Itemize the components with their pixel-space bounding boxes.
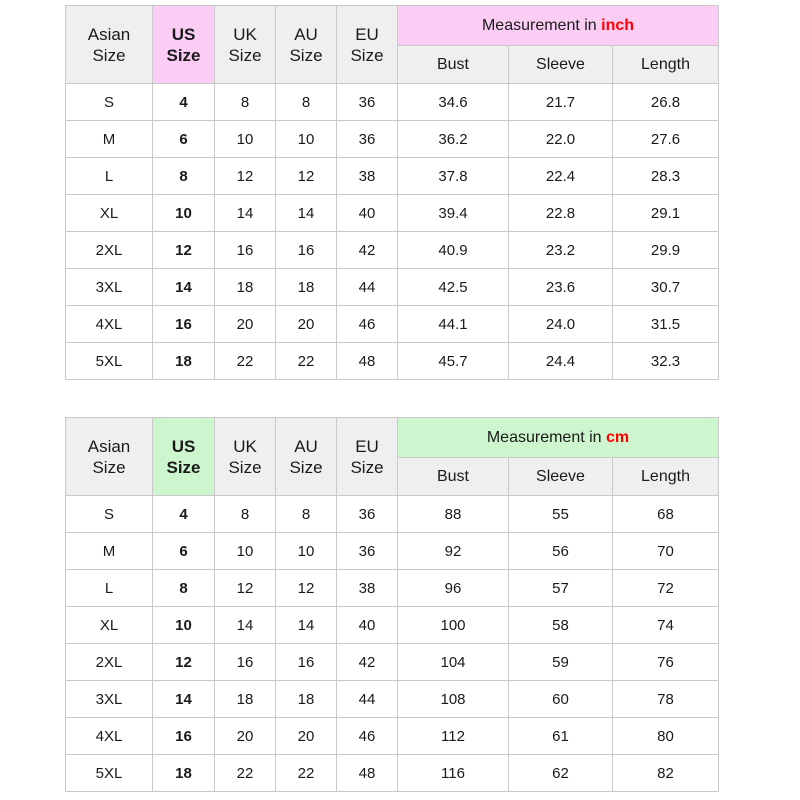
cell-sleeve: 59 bbox=[509, 644, 613, 681]
header-line: UK bbox=[233, 436, 257, 456]
header-line: AU bbox=[294, 436, 318, 456]
table-row bbox=[66, 607, 719, 644]
cell-asian-size: XL bbox=[66, 195, 153, 232]
cell-asian-size: 2XL bbox=[66, 232, 153, 269]
cell-asian-size: L bbox=[66, 570, 153, 607]
cell-sleeve: 24.0 bbox=[509, 306, 613, 343]
header-row bbox=[66, 6, 719, 46]
cell-eu-size: 38 bbox=[337, 570, 398, 607]
table-row bbox=[66, 343, 719, 380]
cell-us-size: 12 bbox=[153, 644, 215, 681]
cell-eu-size: 40 bbox=[337, 195, 398, 232]
cell-us-size: 10 bbox=[153, 607, 215, 644]
cell-au-size: 12 bbox=[276, 570, 337, 607]
cell-sleeve: 23.6 bbox=[509, 269, 613, 306]
measurement-banner-cm bbox=[398, 418, 719, 458]
table-row bbox=[66, 570, 719, 607]
header-row bbox=[66, 418, 719, 458]
cell-length: 80 bbox=[613, 718, 719, 755]
cell-asian-size: 5XL bbox=[66, 343, 153, 380]
cell-sleeve: 21.7 bbox=[509, 84, 613, 121]
cell-uk-size: 12 bbox=[215, 570, 276, 607]
unit-label: cm bbox=[606, 429, 630, 446]
cell-length: 31.5 bbox=[613, 306, 719, 343]
cell-eu-size: 46 bbox=[337, 718, 398, 755]
measurement-prefix: Measurement in bbox=[486, 429, 602, 446]
cell-sleeve: 58 bbox=[509, 607, 613, 644]
cell-uk-size: 18 bbox=[215, 681, 276, 718]
cell-eu-size: 36 bbox=[337, 533, 398, 570]
header-line: Size bbox=[350, 457, 384, 477]
cell-bust: 104 bbox=[398, 644, 509, 681]
header-line: US bbox=[171, 436, 196, 456]
table-row bbox=[66, 121, 719, 158]
cell-asian-size: XL bbox=[66, 607, 153, 644]
cell-asian-size: M bbox=[66, 121, 153, 158]
cell-au-size: 22 bbox=[276, 343, 337, 380]
cell-bust: 92 bbox=[398, 533, 509, 570]
cell-uk-size: 20 bbox=[215, 306, 276, 343]
cell-eu-size: 36 bbox=[337, 121, 398, 158]
header-line: EU bbox=[355, 436, 379, 456]
header-line: Size bbox=[92, 45, 126, 65]
cell-au-size: 22 bbox=[276, 755, 337, 792]
table-row bbox=[66, 306, 719, 343]
cell-uk-size: 16 bbox=[215, 644, 276, 681]
cell-au-size: 20 bbox=[276, 306, 337, 343]
cell-au-size: 14 bbox=[276, 607, 337, 644]
cell-asian-size: 3XL bbox=[66, 681, 153, 718]
size-chart-cm bbox=[65, 417, 719, 792]
table-row bbox=[66, 681, 719, 718]
column-header-au-size bbox=[276, 418, 337, 496]
cell-us-size: 10 bbox=[153, 195, 215, 232]
cell-uk-size: 14 bbox=[215, 195, 276, 232]
header-line: AU bbox=[294, 24, 318, 44]
column-header-bust: Bust bbox=[398, 458, 509, 496]
size-chart-inch bbox=[65, 5, 719, 380]
cell-length: 32.3 bbox=[613, 343, 719, 380]
header-line: Size bbox=[228, 457, 262, 477]
cell-eu-size: 44 bbox=[337, 681, 398, 718]
column-header-length: Length bbox=[613, 458, 719, 496]
cell-us-size: 6 bbox=[153, 121, 215, 158]
cell-eu-size: 42 bbox=[337, 232, 398, 269]
column-header-sleeve: Sleeve bbox=[509, 458, 613, 496]
table-row bbox=[66, 496, 719, 533]
table-row bbox=[66, 195, 719, 232]
cell-us-size: 16 bbox=[153, 718, 215, 755]
unit-label: inch bbox=[601, 17, 635, 34]
cell-us-size: 4 bbox=[153, 496, 215, 533]
table-row bbox=[66, 644, 719, 681]
header-line: UK bbox=[233, 24, 257, 44]
cell-eu-size: 46 bbox=[337, 306, 398, 343]
cell-uk-size: 22 bbox=[215, 755, 276, 792]
cell-au-size: 20 bbox=[276, 718, 337, 755]
cell-us-size: 4 bbox=[153, 84, 215, 121]
cell-uk-size: 10 bbox=[215, 121, 276, 158]
column-header-asian-size bbox=[66, 418, 153, 496]
cell-eu-size: 42 bbox=[337, 644, 398, 681]
cell-uk-size: 14 bbox=[215, 607, 276, 644]
header-line: Size bbox=[350, 45, 384, 65]
cell-asian-size: 2XL bbox=[66, 644, 153, 681]
column-header-bust: Bust bbox=[398, 46, 509, 84]
header-line: Size bbox=[289, 457, 323, 477]
cell-eu-size: 40 bbox=[337, 607, 398, 644]
header-line: Asian bbox=[87, 436, 131, 456]
cell-au-size: 10 bbox=[276, 121, 337, 158]
cell-bust: 39.4 bbox=[398, 195, 509, 232]
table-row bbox=[66, 84, 719, 121]
cell-uk-size: 8 bbox=[215, 496, 276, 533]
cell-bust: 37.8 bbox=[398, 158, 509, 195]
cell-sleeve: 22.0 bbox=[509, 121, 613, 158]
cell-length: 70 bbox=[613, 533, 719, 570]
cell-us-size: 6 bbox=[153, 533, 215, 570]
header-line: Size bbox=[228, 45, 262, 65]
cell-asian-size: 5XL bbox=[66, 755, 153, 792]
cell-au-size: 14 bbox=[276, 195, 337, 232]
column-header-eu-size bbox=[337, 6, 398, 84]
cell-uk-size: 18 bbox=[215, 269, 276, 306]
cell-eu-size: 36 bbox=[337, 496, 398, 533]
table-row bbox=[66, 718, 719, 755]
table-row bbox=[66, 269, 719, 306]
cell-bust: 44.1 bbox=[398, 306, 509, 343]
column-header-sleeve: Sleeve bbox=[509, 46, 613, 84]
column-header-us-size bbox=[153, 6, 215, 84]
cell-us-size: 8 bbox=[153, 570, 215, 607]
cell-sleeve: 61 bbox=[509, 718, 613, 755]
table-row bbox=[66, 533, 719, 570]
header-line: Asian bbox=[87, 24, 131, 44]
cell-au-size: 16 bbox=[276, 644, 337, 681]
cell-bust: 96 bbox=[398, 570, 509, 607]
table-row bbox=[66, 755, 719, 792]
cell-au-size: 16 bbox=[276, 232, 337, 269]
cell-bust: 42.5 bbox=[398, 269, 509, 306]
column-header-length: Length bbox=[613, 46, 719, 84]
cell-us-size: 16 bbox=[153, 306, 215, 343]
cell-us-size: 18 bbox=[153, 343, 215, 380]
cell-asian-size: S bbox=[66, 84, 153, 121]
header-line: Size bbox=[92, 457, 126, 477]
cell-bust: 40.9 bbox=[398, 232, 509, 269]
cell-uk-size: 12 bbox=[215, 158, 276, 195]
cell-us-size: 14 bbox=[153, 681, 215, 718]
cell-au-size: 18 bbox=[276, 681, 337, 718]
cell-bust: 116 bbox=[398, 755, 509, 792]
cell-bust: 36.2 bbox=[398, 121, 509, 158]
cell-au-size: 10 bbox=[276, 533, 337, 570]
cell-length: 26.8 bbox=[613, 84, 719, 121]
column-header-au-size bbox=[276, 6, 337, 84]
cell-asian-size: S bbox=[66, 496, 153, 533]
table-row bbox=[66, 158, 719, 195]
cell-bust: 108 bbox=[398, 681, 509, 718]
measurement-banner-inch bbox=[398, 6, 719, 46]
cell-sleeve: 56 bbox=[509, 533, 613, 570]
cell-sleeve: 57 bbox=[509, 570, 613, 607]
column-header-eu-size bbox=[337, 418, 398, 496]
column-header-uk-size bbox=[215, 418, 276, 496]
cell-sleeve: 22.8 bbox=[509, 195, 613, 232]
cell-au-size: 8 bbox=[276, 84, 337, 121]
cell-uk-size: 22 bbox=[215, 343, 276, 380]
cell-length: 29.1 bbox=[613, 195, 719, 232]
cell-length: 29.9 bbox=[613, 232, 719, 269]
cell-length: 76 bbox=[613, 644, 719, 681]
header-line: US bbox=[171, 24, 196, 44]
cell-us-size: 14 bbox=[153, 269, 215, 306]
cell-uk-size: 16 bbox=[215, 232, 276, 269]
cell-au-size: 8 bbox=[276, 496, 337, 533]
cell-sleeve: 23.2 bbox=[509, 232, 613, 269]
measurement-prefix: Measurement in bbox=[481, 17, 597, 34]
cell-uk-size: 8 bbox=[215, 84, 276, 121]
column-header-us-size bbox=[153, 418, 215, 496]
cell-bust: 45.7 bbox=[398, 343, 509, 380]
cell-bust: 112 bbox=[398, 718, 509, 755]
cell-eu-size: 48 bbox=[337, 755, 398, 792]
cell-eu-size: 48 bbox=[337, 343, 398, 380]
column-header-uk-size bbox=[215, 6, 276, 84]
cell-asian-size: 4XL bbox=[66, 718, 153, 755]
cell-length: 30.7 bbox=[613, 269, 719, 306]
cell-sleeve: 62 bbox=[509, 755, 613, 792]
cell-au-size: 12 bbox=[276, 158, 337, 195]
cell-asian-size: 3XL bbox=[66, 269, 153, 306]
cell-length: 68 bbox=[613, 496, 719, 533]
cell-asian-size: L bbox=[66, 158, 153, 195]
header-line: EU bbox=[355, 24, 379, 44]
cell-us-size: 12 bbox=[153, 232, 215, 269]
cell-us-size: 18 bbox=[153, 755, 215, 792]
header-line: Size bbox=[289, 45, 323, 65]
cell-uk-size: 10 bbox=[215, 533, 276, 570]
cell-eu-size: 44 bbox=[337, 269, 398, 306]
table-row bbox=[66, 232, 719, 269]
cell-length: 78 bbox=[613, 681, 719, 718]
cell-sleeve: 24.4 bbox=[509, 343, 613, 380]
cell-bust: 34.6 bbox=[398, 84, 509, 121]
cell-bust: 100 bbox=[398, 607, 509, 644]
cell-asian-size: M bbox=[66, 533, 153, 570]
cell-uk-size: 20 bbox=[215, 718, 276, 755]
cell-length: 72 bbox=[613, 570, 719, 607]
column-header-asian-size bbox=[66, 6, 153, 84]
cell-au-size: 18 bbox=[276, 269, 337, 306]
header-line: Size bbox=[166, 457, 201, 477]
cell-us-size: 8 bbox=[153, 158, 215, 195]
cell-length: 82 bbox=[613, 755, 719, 792]
cell-bust: 88 bbox=[398, 496, 509, 533]
cell-sleeve: 22.4 bbox=[509, 158, 613, 195]
cell-length: 74 bbox=[613, 607, 719, 644]
cell-length: 28.3 bbox=[613, 158, 719, 195]
cell-sleeve: 55 bbox=[509, 496, 613, 533]
cell-asian-size: 4XL bbox=[66, 306, 153, 343]
cell-sleeve: 60 bbox=[509, 681, 613, 718]
cell-length: 27.6 bbox=[613, 121, 719, 158]
cell-eu-size: 38 bbox=[337, 158, 398, 195]
cell-eu-size: 36 bbox=[337, 84, 398, 121]
header-line: Size bbox=[166, 45, 201, 65]
